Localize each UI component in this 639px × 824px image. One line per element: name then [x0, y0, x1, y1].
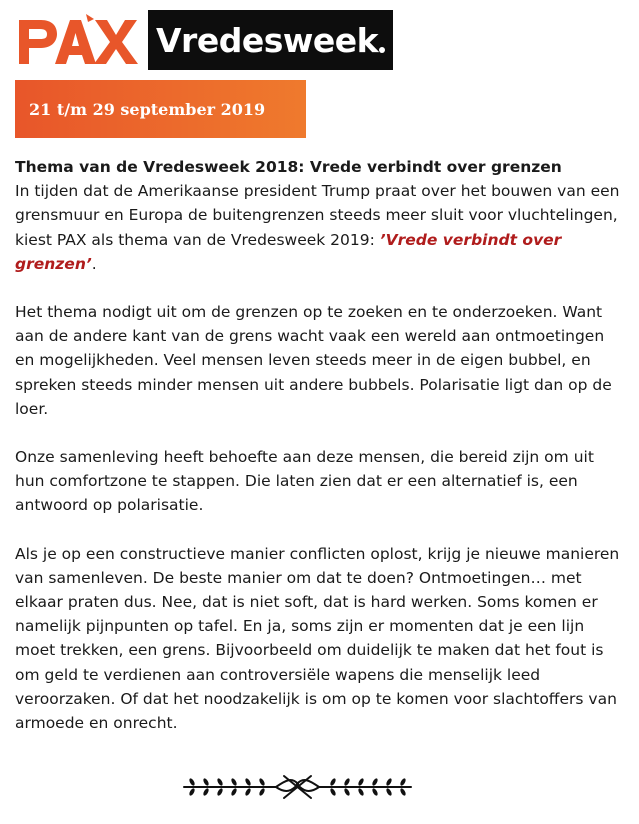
date-text: 21 t/m 29 september 2019	[29, 99, 266, 119]
intro-end: .	[91, 254, 97, 273]
laurel-divider-icon	[180, 772, 415, 802]
paragraph-3: Onze samenleving heeft behoefte aan deze mensen, die bereid zijn om uit hun comfortzone te stappen. Die laten zien dat er een alternatief is, een antwoord op polarisatie.	[15, 448, 594, 515]
intro-text: In tijden dat de Amerikaanse president Trump praat over het bouwen van een grensmuur en Europa de buitengrenzen steeds meer sluit voor vluchtelingen, kiest PAX als thema van de Vredesweek 2019:	[15, 182, 620, 249]
pax-logo-icon	[15, 10, 148, 70]
article-heading: Thema van de Vredesweek 2018: Vrede verbindt over grenzen	[15, 158, 562, 176]
header-logo	[15, 10, 393, 70]
date-banner	[15, 80, 306, 138]
theme-highlight: ’Vrede verbindt over grenzen’	[15, 230, 562, 273]
wordmark-dot	[379, 47, 385, 53]
wordmark-text: Vredesweek	[156, 20, 379, 60]
vredesweek-wordmark	[148, 10, 393, 70]
pax-logo	[15, 10, 148, 70]
paragraph-2: Het thema nodigt uit om de grenzen op te zoeken en te onderzoeken. Want aan de andere kant van de grens wacht vaak een wereld aan ontmoetingen en mogelijkheden. Veel mensen leven steeds meer in de eigen bubbel, en spreken steeds minder mensen uit andere bubbels. Polarisatie ligt dan op de loer.	[15, 303, 612, 418]
intro-paragraph	[15, 179, 627, 276]
article-body	[15, 155, 627, 759]
paragraph-4: Als je op een constructieve manier conflicten oplost, krijg je nieuwe manieren van samenleven. De beste manier om dat te doen? Ontmoetingen… met elkaar praten dus. Nee, dat is niet soft, dat is hard werken. Soms komen er namelijk pijnpunten op tafel. En ja, soms zijn er momenten dat je een lijn moet trekken, een grens. Bijvoorbeeld om duidelijk te maken dat het fout is om geld te verdienen aan controversiële wapens die menselijk leed veroorzaken. Of dat het noodzakelijk is om op te komen voor slachtoffers van armoede en onrecht.	[15, 544, 620, 733]
